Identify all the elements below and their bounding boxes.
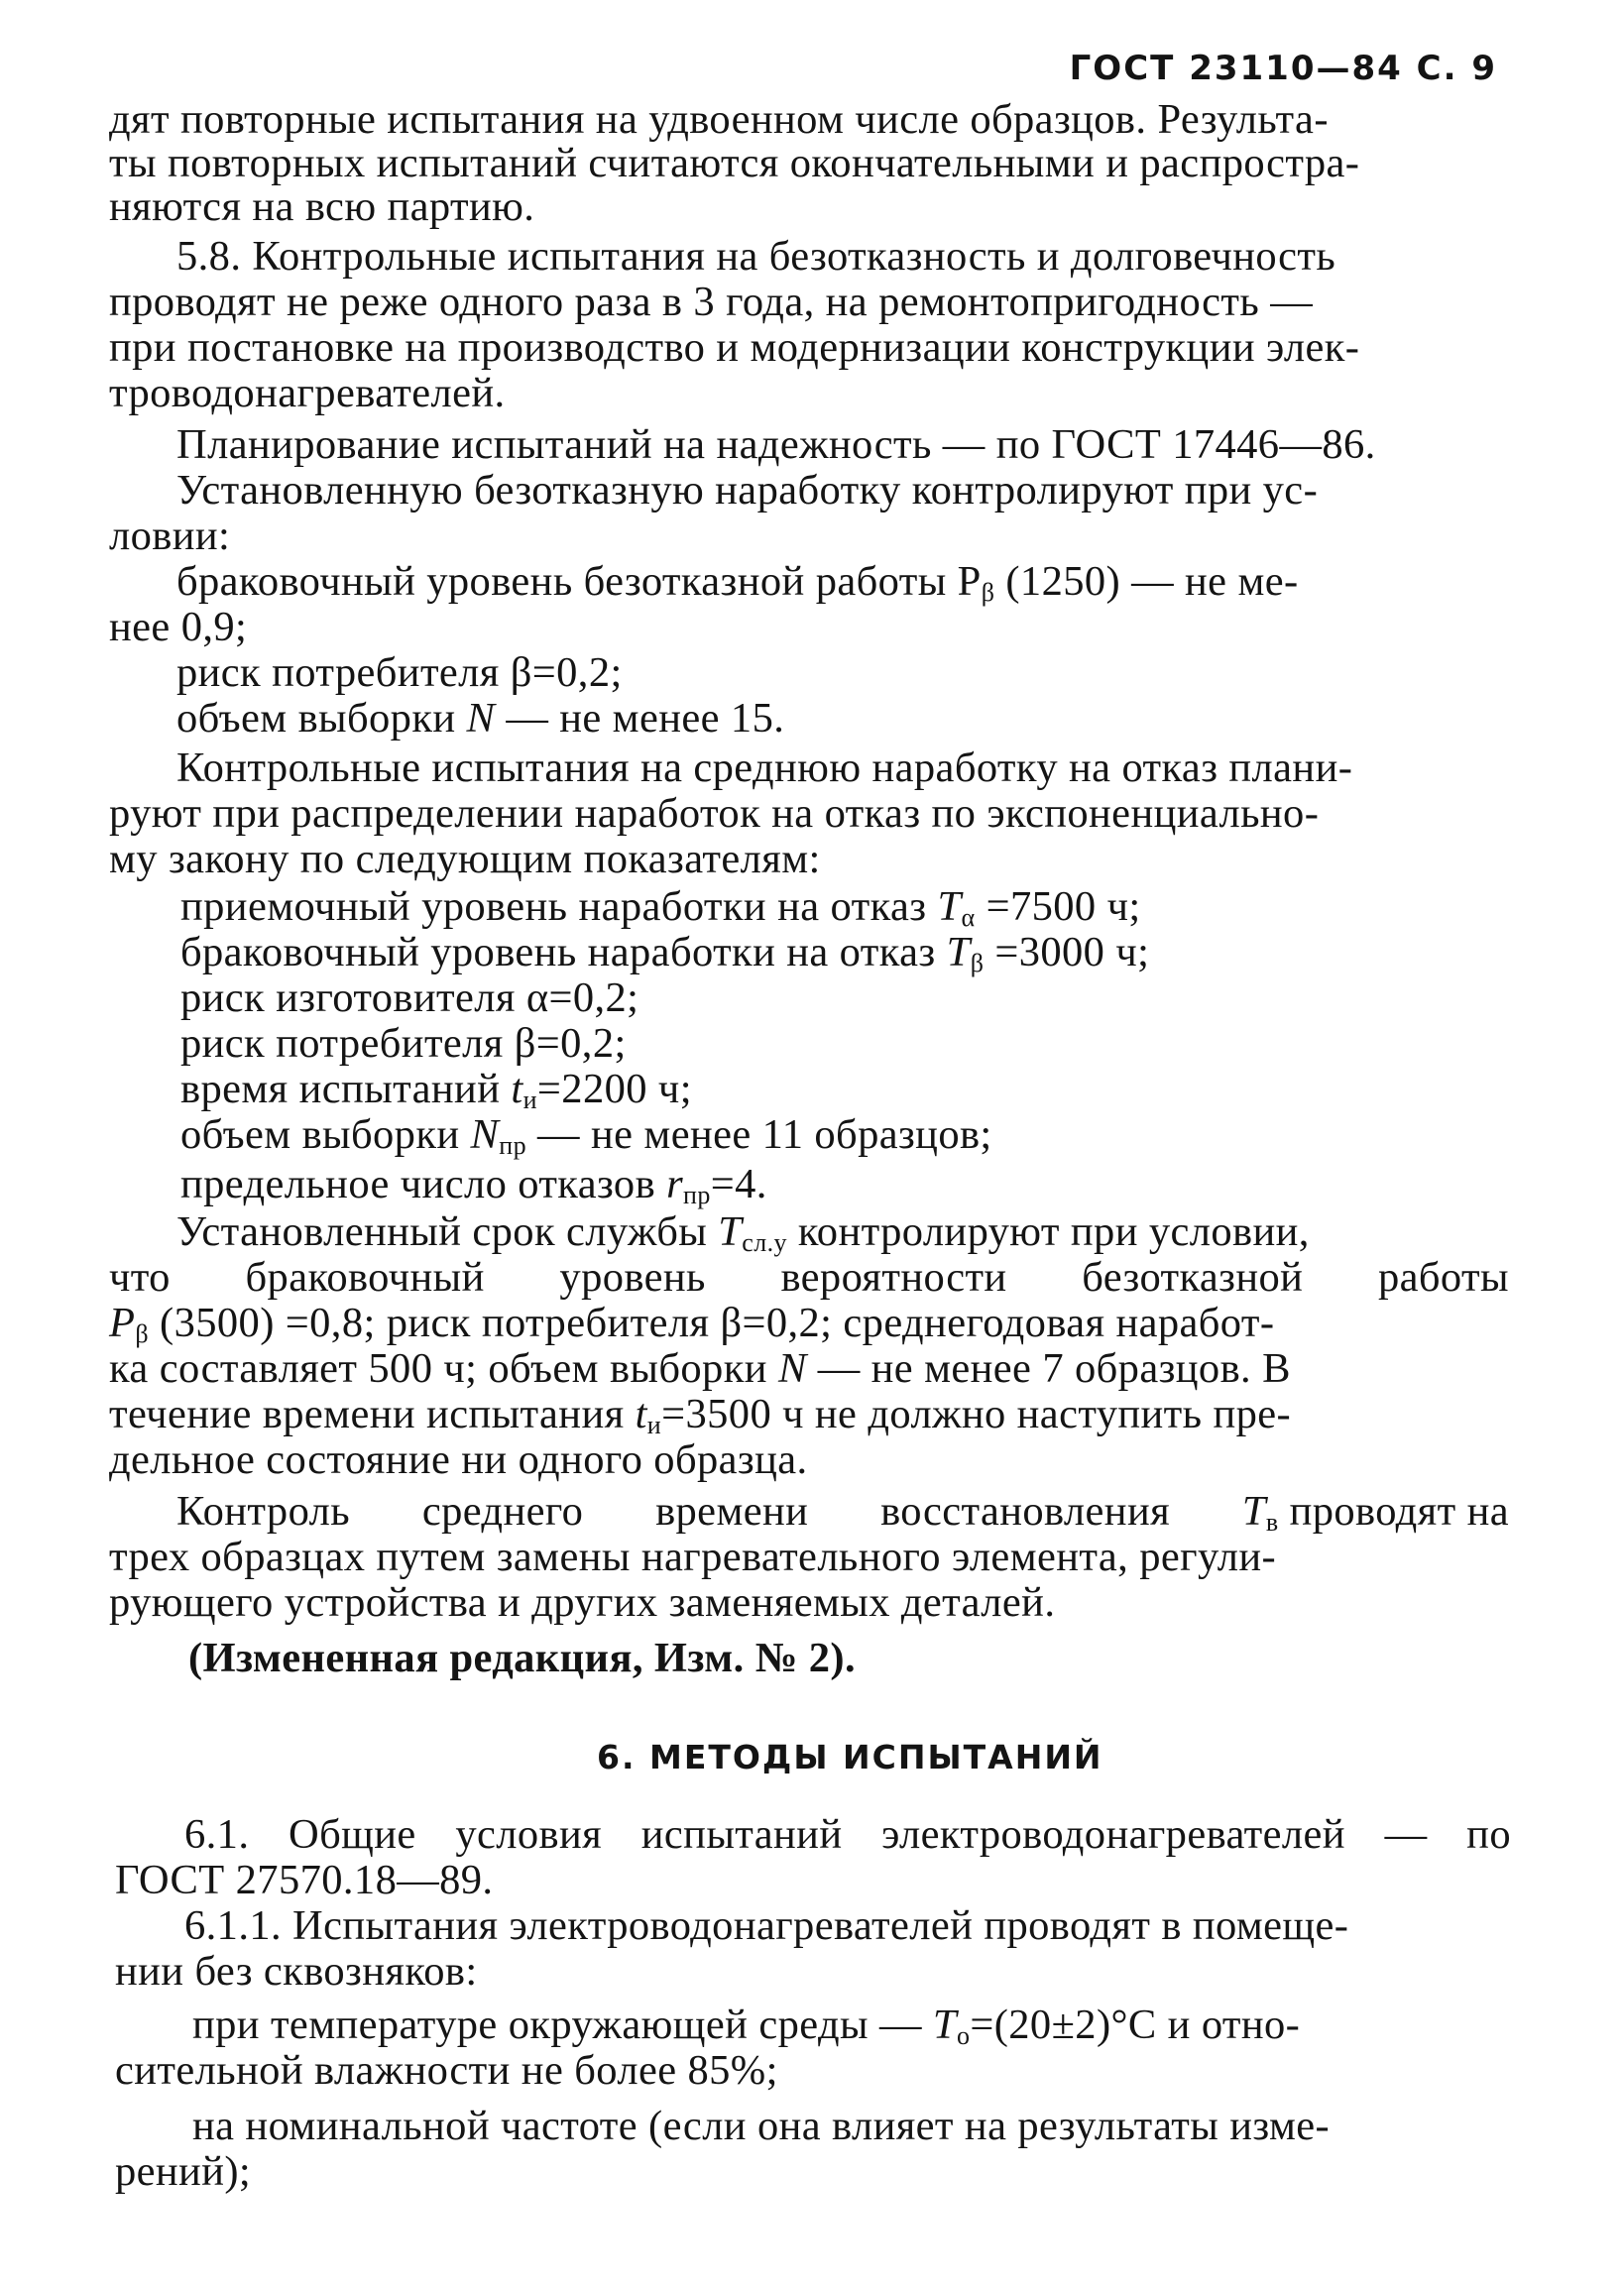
text-segment: — не менее 7 образцов. В (806, 1345, 1291, 1392)
subscript: пр (683, 1181, 711, 1209)
text-line: 6.1.1. Испытания электроводонагревателей проводят в помеще- (184, 1902, 1349, 1949)
text-segment: проводят на (1278, 1488, 1509, 1535)
text-line: проводят не реже одного раза в 3 года, на ремонтопригодность — (109, 279, 1314, 325)
text-word: вероятности (780, 1254, 1007, 1301)
math-symbol: T (1241, 1488, 1266, 1535)
text-line: ловии: (109, 513, 231, 559)
page-header: ГОСТ 23110—84 С. 9 (1069, 49, 1497, 88)
text-line: ты повторных испытаний считаются окончательными и распростра- (109, 140, 1360, 186)
text-line (109, 1254, 1509, 1301)
text-word: уровень (559, 1254, 706, 1301)
text-word: Контроль (176, 1488, 351, 1535)
text-word: 6.1. (184, 1811, 250, 1858)
subscript: пр (499, 1131, 527, 1160)
math-symbol: N (470, 1111, 500, 1158)
math-symbol: T (718, 1208, 743, 1255)
text-line (109, 1345, 1291, 1392)
section-heading: 6. МЕТОДЫ ИСПЫТАНИЙ (597, 1738, 1103, 1776)
text-segment: браковочный уровень безотказной работы P (176, 558, 982, 605)
math-symbol: T (937, 883, 962, 930)
text-word: восстановления (880, 1488, 1171, 1535)
math-symbol: P (109, 1300, 136, 1346)
text-segment (1241, 1488, 1509, 1537)
text-line: рующего устройства и других заменяемых деталей. (109, 1579, 1056, 1626)
text-segment: =7500 ч; (975, 883, 1141, 930)
text-line (184, 1811, 1511, 1858)
text-word: работы (1377, 1254, 1509, 1301)
text-word: Общие (289, 1811, 416, 1858)
text-line: Установленную безотказную наработку контролируют при ус- (176, 467, 1319, 514)
subscript: α (961, 903, 976, 932)
text-line: троводонагревателей. (109, 370, 506, 416)
subscript: β (981, 578, 995, 607)
text-segment: =(20±2)°С и отно- (970, 2002, 1301, 2048)
text-word: браковочный (245, 1254, 485, 1301)
text-segment: контролируют при условии, (786, 1208, 1310, 1255)
text-line: риск потребителя β=0,2; (176, 649, 623, 696)
text-line: риск изготовителя α=0,2; (180, 974, 639, 1021)
text-line (192, 2002, 1301, 2050)
text-segment: (1250) — не ме- (994, 558, 1299, 605)
text-line (109, 1300, 1275, 1348)
text-word: — (1384, 1811, 1428, 1858)
subscript: и (522, 1086, 537, 1114)
text-segment: — не менее 11 образцов; (526, 1111, 992, 1158)
text-word: электроводонагревателей (881, 1811, 1345, 1858)
text-word: испытаний (640, 1811, 843, 1858)
text-line: риск потребителя β=0,2; (180, 1020, 627, 1067)
text-segment: приемочный уровень наработки на отказ (180, 883, 938, 930)
subscript: в (1265, 1508, 1279, 1537)
text-line (176, 558, 1299, 607)
text-line: нее 0,9; (109, 604, 248, 650)
subscript: о (956, 2021, 971, 2050)
text-segment: предельное число отказов (180, 1161, 667, 1207)
math-symbol: T (932, 2002, 957, 2048)
text-word: безотказной (1082, 1254, 1304, 1301)
text-line (180, 1111, 992, 1160)
subscript: β (970, 949, 985, 977)
text-word: времени (655, 1488, 809, 1535)
amendment-note: (Измененная редакция, Изм. № 2). (188, 1635, 856, 1681)
text-line (180, 1066, 692, 1114)
text-line (176, 1488, 1509, 1537)
text-line: нии без сквозняков: (115, 1948, 478, 1995)
text-line: Планирование испытаний на надежность — по ГОСТ 17446—86. (176, 421, 1376, 468)
text-line (180, 883, 1141, 932)
text-line: ГОСТ 27570.18—89. (115, 1857, 494, 1903)
text-segment: браковочный уровень наработки на отказ (180, 929, 947, 975)
text-line: му закону по следующим показателям: (109, 836, 821, 882)
text-line: дельное состояние ни одного образца. (109, 1436, 808, 1483)
subscript: и (646, 1411, 662, 1439)
text-line (176, 695, 785, 742)
subscript: β (135, 1319, 150, 1348)
text-line: на номинальной частоте (если она влияет на результаты изме- (192, 2103, 1331, 2149)
text-segment: =2200 ч; (536, 1066, 692, 1112)
text-segment: (3500) =0,8; риск потребителя β=0,2; среднегодовая наработ- (149, 1300, 1275, 1346)
text-segment: при температуре окружающей среды — (192, 2002, 933, 2048)
math-symbol: N (466, 695, 496, 742)
text-line: рений); (115, 2148, 252, 2195)
math-symbol: t (635, 1391, 647, 1437)
math-symbol: N (777, 1345, 807, 1392)
text-segment: =4. (710, 1161, 767, 1207)
text-line: руют при распределении наработок на отказ по экспоненциально- (109, 790, 1320, 837)
text-segment: =3500 ч не должно наступить пре- (661, 1391, 1292, 1437)
text-segment: объем выборки (176, 695, 467, 742)
text-segment: объем выборки (180, 1111, 471, 1158)
subscript: сл.у (742, 1228, 787, 1257)
text-line (176, 1208, 1310, 1257)
text-line: дят повторные испытания на удвоенном числе образцов. Результа- (109, 96, 1329, 143)
text-word: что (109, 1254, 171, 1301)
text-line: при постановке на производство и модернизации конструкции элек- (109, 324, 1360, 371)
text-line: няются на всю партию. (109, 183, 535, 230)
math-symbol: r (666, 1161, 684, 1207)
text-segment: ка составляет 500 ч; объем выборки (109, 1345, 778, 1392)
text-word: условия (455, 1811, 603, 1858)
text-line: 5.8. Контрольные испытания на безотказность и долговечность (176, 233, 1336, 280)
math-symbol: t (511, 1066, 523, 1112)
math-symbol: T (946, 929, 971, 975)
text-word: по (1466, 1811, 1511, 1858)
text-segment: Установленный срок службы (176, 1208, 719, 1255)
text-line (109, 1391, 1292, 1439)
text-segment: =3000 ч; (984, 929, 1150, 975)
text-line: трех образцах путем замены нагревательного элемента, регули- (109, 1534, 1277, 1580)
text-line: сительной влажности не более 85%; (115, 2047, 778, 2094)
text-line: Контрольные испытания на среднюю наработку на отказ плани- (176, 744, 1353, 791)
text-segment: течение времени испытания (109, 1391, 636, 1437)
text-segment: время испытаний (180, 1066, 512, 1112)
text-segment: — не менее 15. (495, 695, 785, 742)
text-word: среднего (421, 1488, 584, 1535)
text-line (180, 929, 1150, 977)
text-line (180, 1161, 767, 1209)
